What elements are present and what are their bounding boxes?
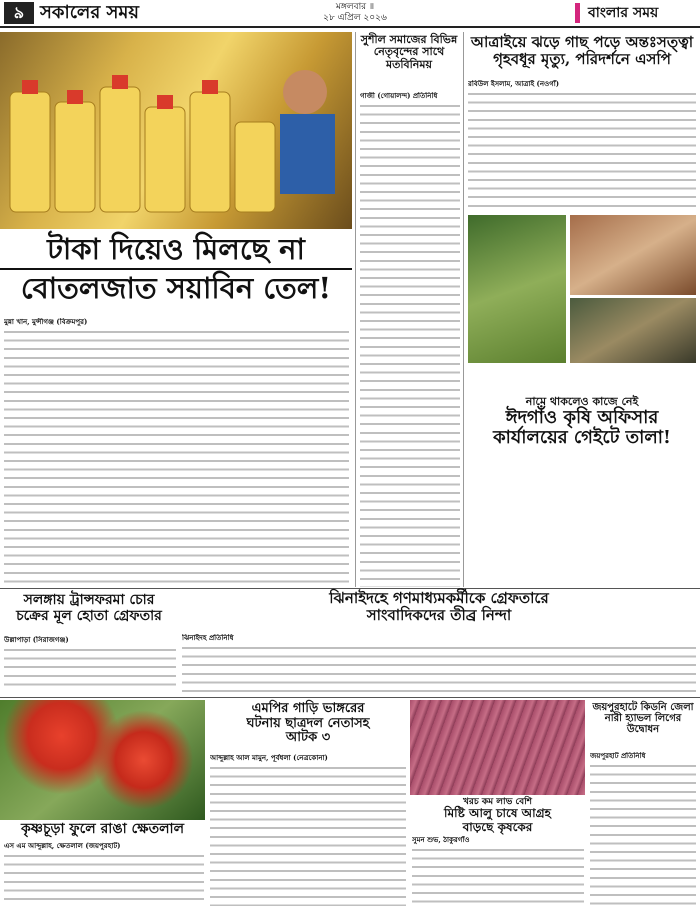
issue-date-text: ২৮ এপ্রিল ২০২৬ [323, 13, 387, 23]
soybean-oil-photo [0, 32, 352, 229]
potato-text-placeholder [412, 846, 584, 906]
jhenaidah-dateline: ঝিনাইদহ প্রতিনিধি [182, 634, 234, 642]
krishnachura-photo [0, 700, 205, 820]
potato-headline-line2: মিষ্টি আলু চাষে আগ্রহ [444, 806, 551, 821]
storm-police-photo [570, 298, 696, 363]
storm-tree-photo [468, 215, 566, 363]
transformer-headline [0, 593, 178, 624]
potato-headline [410, 797, 585, 834]
soybean-text-placeholder [4, 328, 349, 583]
civil-society-body [360, 92, 460, 587]
civil-society-text-placeholder [360, 102, 460, 587]
jhenaidah-headline-line2: সাংবাদিকদের তীব্র নিন্দা [366, 605, 512, 624]
storm-dateline: রবিউল ইসলাম, আত্রাই (নওগাঁ) [468, 80, 560, 88]
mp-car-headline-line3: আটক ৩ [285, 730, 331, 746]
krishnachura-headline: কৃষ্ণচূড়া ফুলে রাঙা ক্ষেতলাল [20, 821, 184, 837]
transformer-headline-line1: সলঙ্গায় ট্রান্সফরমা চোর [23, 592, 155, 608]
soybean-body [4, 318, 349, 583]
transformer-text-placeholder [4, 646, 176, 692]
kidney-headline: জয়পুরহাটে কিডনি জেলা নারী হ্যাভল লিগের উদ্বোধন [592, 702, 694, 736]
mp-car-headline-line1: এমপির গাড়ি ভাঙ্গরের [251, 701, 365, 716]
office-headline [466, 396, 698, 449]
issue-date [300, 2, 410, 24]
soybean-dateline: মুন্না খান, মুন্সীগঞ্জ (বিক্রমপুর) [4, 318, 88, 326]
office-headline-line1: নামে থাকলেও কাজে নেই [525, 395, 639, 408]
storm-headline [466, 34, 698, 68]
oil-bottles-illustration [0, 32, 352, 229]
issue-day: মঙ্গলবার ॥ [335, 2, 375, 12]
civil-society-headline: সুশীল সমাজের বিভিন্ন নেতৃবৃন্দের সাথে মতবিনিময় [360, 33, 458, 71]
storm-headline-line1: আত্রাইয়ে ঝড়ে গাছ পড়ে অন্তঃসত্ত্বা [470, 33, 694, 51]
mp-car-headline [208, 702, 408, 746]
civil-society-dateline: গাজী (গোয়ালন্দ) প্রতিনিধি [360, 92, 438, 100]
potato-dateline: সুমন শুভ, ঠাকুরগাঁও [412, 836, 470, 844]
jhenaidah-body [182, 634, 696, 692]
soybean-headline [0, 233, 352, 305]
potato-body [412, 836, 584, 906]
office-headline-line2: ঈদগাঁও কৃষি অফিসার [505, 407, 659, 429]
jhenaidah-headline-line1: ঝিনাইদহে গণমাধ্যমকর্মীকে গ্রেফতারে [329, 589, 549, 607]
transformer-dateline: উল্লাপাড়া (সিরাজগঞ্জ) [4, 636, 69, 644]
kidney-dateline: জয়পুরহাট প্রতিনিধি [590, 752, 646, 760]
sweet-potato-photo [410, 700, 585, 795]
storm-body [468, 80, 696, 210]
storm-house-photo [570, 215, 696, 295]
masthead: সকালের সময় [40, 2, 140, 23]
storm-text-placeholder [468, 90, 696, 210]
krishnachura-text-placeholder [4, 852, 204, 906]
transformer-body [4, 636, 176, 692]
krishnachura-dateline: এস এম আব্দুল্লাহ, ক্ষেতলাল (জয়পুরহাট) [4, 842, 121, 850]
potato-headline-line3: বাড়ছে কৃষকের [462, 819, 533, 834]
mp-car-text-placeholder [210, 764, 406, 906]
office-headline-line3: কার্যালয়ের গেইটে তালা! [493, 427, 671, 449]
potato-headline-line1: খরচ কম লাভ বেশি [463, 797, 532, 807]
soybean-headline-line1: টাকা দিয়েও মিলছে না [47, 232, 305, 266]
mp-car-headline-line2: ঘটনায় ছাত্রদল নেতাসহ [246, 715, 370, 731]
storm-headline-line2: গৃহবধূর মৃত্যু, পরিদর্শনে এসপি [493, 49, 671, 68]
jhenaidah-text-placeholder [182, 644, 696, 692]
mp-car-body [210, 754, 406, 906]
section-label: বাংলার সময় [575, 3, 695, 23]
krishnachura-body [4, 842, 204, 906]
page-number: ৯ [4, 2, 34, 24]
kidney-text-placeholder [590, 762, 696, 906]
transformer-headline-line2: চক্রের মূল হোতা গ্রেফতার [16, 607, 162, 624]
soybean-headline-line2: বোতলজাত সয়াবিন তেল! [0, 268, 352, 304]
jhenaidah-headline [180, 590, 698, 624]
kidney-body [590, 752, 696, 906]
mp-car-dateline: আব্দুল্লাহ আল মামুন, পূর্বধলা (নেত্রকোনা) [210, 754, 328, 762]
